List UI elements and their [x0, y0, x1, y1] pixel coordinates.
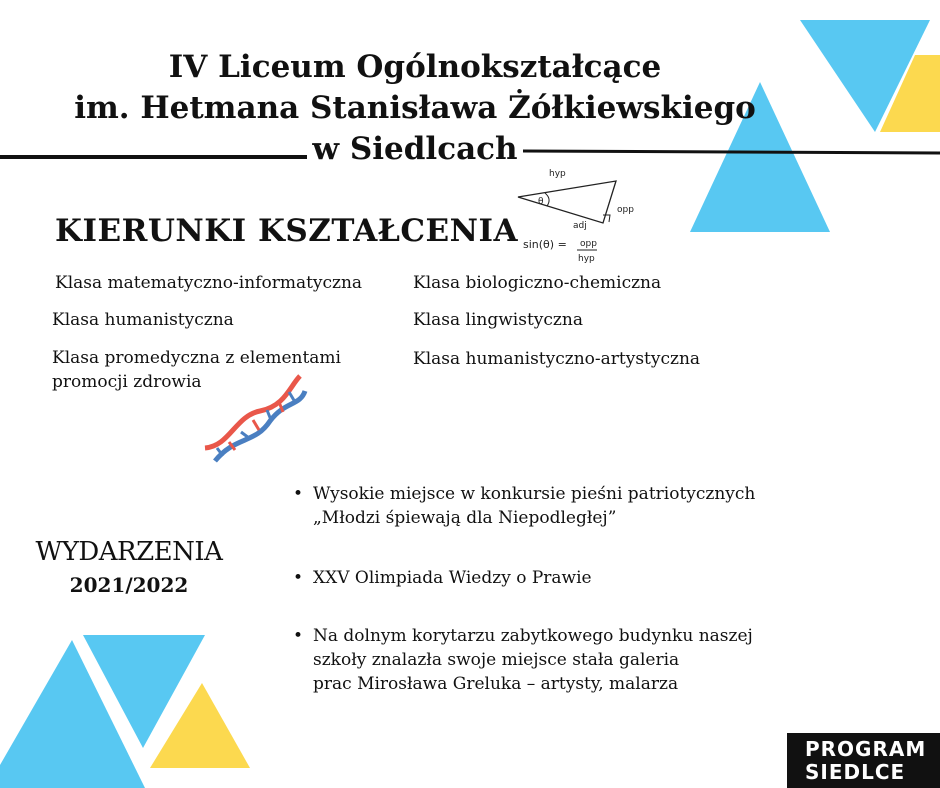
trig-sketch	[518, 169, 634, 264]
logo-line-1: PROGRAM	[805, 737, 927, 761]
trig-formula-num: opp	[580, 239, 597, 249]
course-left-2: Klasa humanistyczna	[52, 310, 234, 330]
school-title	[40, 47, 790, 170]
course-right-2: Klasa lingwistyczna	[413, 310, 583, 330]
logo-line-2: SIEDLCE	[805, 760, 906, 784]
bullet: •	[293, 626, 304, 646]
trig-adj-label: adj	[573, 221, 587, 231]
event-item-1	[293, 482, 755, 530]
trig-formula: sin(θ) =	[523, 238, 567, 251]
dna-icon	[205, 376, 305, 461]
course-left-1: Klasa matematyczno-informatyczna	[55, 273, 363, 293]
events-title	[24, 536, 234, 600]
event-2-line-1: XXV Olimpiada Wiedzy o Prawie	[313, 568, 592, 588]
title-line-2: im. Hetmana Stanisława Żółkiewskiego	[74, 90, 756, 126]
event-item-3	[293, 624, 753, 696]
trig-opp-label: opp	[617, 205, 634, 215]
title-line-1: IV Liceum Ogólnokształcące	[168, 49, 662, 85]
course-right-1: Klasa biologiczno-chemiczna	[413, 273, 662, 293]
bullet: •	[293, 484, 304, 504]
trig-hyp-label: hyp	[549, 169, 566, 179]
title-line-3: w Siedlcach	[312, 131, 518, 167]
event-3-line-1: Na dolnym korytarzu zabytkowego budynku naszej	[313, 626, 753, 646]
events-year: 2021/2022	[69, 573, 189, 597]
event-1-line-2: „Młodzi śpiewają dla Niepodległej”	[313, 508, 617, 528]
course-left-3-cont: promocji zdrowia	[52, 372, 202, 392]
course-left-3: Klasa promedyczna z elementami	[52, 348, 341, 368]
trig-theta-label: θ	[538, 197, 544, 207]
trig-formula-den: hyp	[578, 254, 595, 264]
event-3-line-2: szkoły znalazła swoje miejsce stała galeria	[313, 650, 680, 670]
courses-heading: KIERUNKI KSZTAŁCENIA	[55, 213, 519, 249]
events-heading: WYDARZENIA	[35, 537, 223, 567]
event-1-line-1: Wysokie miejsce w konkursie pieśni patriotycznych	[313, 484, 756, 504]
event-3-line-3: prac Mirosława Greluka – artysty, malarza	[313, 674, 679, 694]
bullet: •	[293, 568, 304, 588]
course-right-3: Klasa humanistyczno-artystyczna	[413, 349, 701, 369]
program-siedlce-logo	[787, 733, 940, 788]
event-item-2	[293, 566, 592, 590]
